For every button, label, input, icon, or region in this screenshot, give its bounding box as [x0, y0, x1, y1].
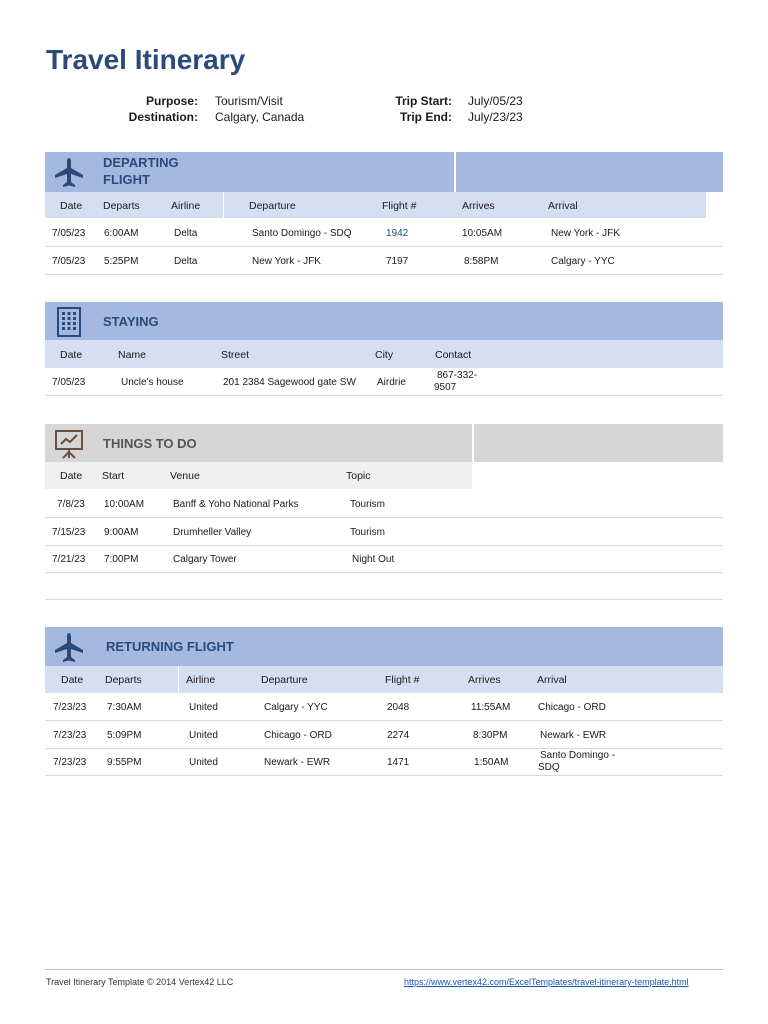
col-departs: Departs: [105, 674, 142, 686]
cell-date: 7/21/23: [52, 554, 86, 565]
cell-date: 7/23/23: [53, 757, 87, 768]
table-row: [45, 247, 723, 275]
col-contact: Contact: [435, 349, 472, 361]
table-row: [45, 490, 723, 518]
footer-copyright: Travel Itinerary Template © 2014 Vertex42 LLC: [46, 977, 234, 987]
table-row: [45, 693, 723, 721]
cell-venue: Banff & Yoho National Parks: [173, 499, 299, 510]
trip-end-value: July/23/23: [468, 110, 523, 124]
col-date: Date: [61, 674, 84, 686]
table-row: [45, 545, 723, 573]
trip-start-label: Trip Start:: [395, 94, 452, 108]
cell-arrival: Calgary - YYC: [551, 256, 615, 267]
todo-header: [45, 424, 472, 462]
building-icon: [53, 306, 85, 338]
airplane-icon: [53, 631, 85, 663]
col-city: City: [375, 349, 394, 361]
col-date: Date: [60, 349, 83, 361]
cell-date: 7/05/23: [52, 256, 86, 267]
cell-start: 7:00PM: [104, 554, 139, 565]
page-title: Travel Itinerary: [46, 44, 246, 75]
returning-header: [45, 627, 723, 666]
col-flight-number: Flight #: [382, 200, 417, 212]
cell-arrives: 8:30PM: [473, 730, 508, 741]
col-flight-number: Flight #: [385, 674, 420, 686]
cell-airline: United: [189, 730, 218, 741]
col-topic: Topic: [346, 470, 371, 482]
cell-topic: Tourism: [350, 527, 386, 538]
cell-street: 201 2384 Sagewood gate SW: [223, 377, 356, 388]
cell-flight-number: 2274: [387, 730, 410, 741]
col-name: Name: [118, 349, 147, 361]
cell-venue: Calgary Tower: [173, 554, 237, 565]
todo-column-headers: [45, 462, 472, 489]
table-row: [45, 721, 723, 749]
staying-section: [45, 302, 723, 396]
returning-column-headers: [45, 666, 723, 693]
cell-arrival-line2: SDQ: [538, 762, 560, 773]
returning-title: RETURNING FLIGHT: [106, 639, 234, 654]
table-row-empty: [45, 572, 723, 600]
cell-arrival: New York - JFK: [551, 228, 620, 239]
col-airline: Airline: [186, 674, 216, 686]
returning-flight-section: [45, 627, 723, 777]
cell-airline: United: [189, 757, 218, 768]
cell-arrival: Newark - EWR: [540, 730, 607, 741]
cell-date: 7/23/23: [53, 730, 87, 741]
col-arrives: Arrives: [468, 674, 501, 686]
departing-title-line2: FLIGHT: [103, 172, 150, 187]
cell-start: 10:00AM: [104, 499, 145, 510]
table-row: [45, 368, 723, 396]
staying-column-headers: [45, 340, 723, 368]
col-departure: Departure: [249, 200, 296, 212]
trip-start-value: July/05/23: [468, 94, 523, 108]
col-arrival: Arrival: [548, 200, 578, 212]
cell-flight-number: 1471: [387, 757, 410, 768]
cell-start: 9:00AM: [104, 527, 139, 538]
cell-departs: 6:00AM: [104, 228, 139, 239]
cell-date: 7/05/23: [52, 228, 86, 239]
col-arrives: Arrives: [462, 200, 495, 212]
staying-title: STAYING: [103, 314, 159, 329]
destination-label: Destination:: [128, 110, 198, 124]
cell-flight-number: 7197: [386, 256, 409, 267]
footer-divider: [45, 969, 723, 970]
col-arrival: Arrival: [537, 674, 567, 686]
cell-venue: Drumheller Valley: [173, 527, 252, 538]
column-divider: [178, 666, 179, 693]
airplane-icon: [53, 156, 85, 188]
cell-arrival: Chicago - ORD: [538, 702, 606, 713]
table-row: [45, 748, 723, 776]
cell-departs: 5:25PM: [104, 256, 139, 267]
things-to-do-section: [45, 424, 723, 600]
cell-date: 7/05/23: [52, 377, 86, 388]
todo-title: THINGS TO DO: [103, 436, 197, 451]
cell-city: Airdrie: [377, 377, 406, 388]
cell-airline: Delta: [174, 228, 198, 239]
column-divider: [223, 192, 224, 218]
cell-departs: 7:30AM: [107, 702, 142, 713]
cell-departure: Calgary - YYC: [264, 702, 328, 713]
table-row: [45, 518, 723, 546]
trip-end-label: Trip End:: [400, 110, 452, 124]
col-start: Start: [102, 470, 125, 482]
cell-departure: Chicago - ORD: [264, 730, 332, 741]
col-date: Date: [60, 470, 83, 482]
presentation-board-icon: [53, 428, 85, 460]
col-date: Date: [60, 200, 83, 212]
col-departure: Departure: [261, 674, 308, 686]
todo-header-ext: [474, 424, 723, 462]
cell-departure: New York - JFK: [252, 256, 321, 267]
cell-arrives: 1:50AM: [474, 757, 509, 768]
cell-topic: Tourism: [350, 499, 386, 510]
cell-contact-line1: 867-332-: [437, 370, 478, 381]
cell-departs: 9:55PM: [107, 757, 142, 768]
cell-arrives: 10:05AM: [462, 228, 503, 239]
cell-arrives: 8:58PM: [464, 256, 499, 267]
departing-flight-section: [45, 152, 723, 274]
cell-date: 7/23/23: [53, 702, 87, 713]
departing-title-line1: DEPARTING: [103, 155, 179, 170]
cell-arrives: 11:55AM: [471, 702, 511, 713]
departing-header: [45, 152, 454, 192]
cell-airline: Delta: [174, 256, 198, 267]
cell-flight-number: 1942: [386, 228, 409, 239]
table-row: [45, 219, 723, 247]
cell-arrival-line1: Santo Domingo -: [540, 750, 616, 761]
cell-departure: Santo Domingo - SDQ: [252, 228, 352, 239]
purpose-label: Purpose:: [145, 94, 198, 108]
cell-date: 7/8/23: [57, 499, 85, 510]
col-departs: Departs: [103, 200, 140, 212]
purpose-value: Tourism/Visit: [215, 94, 283, 108]
cell-airline: United: [189, 702, 218, 713]
col-street: Street: [221, 349, 250, 361]
cell-contact-line2: 9507: [434, 382, 457, 393]
col-venue: Venue: [170, 470, 200, 482]
staying-header: [45, 302, 723, 340]
cell-name: Uncle's house: [121, 377, 184, 388]
cell-flight-number: 2048: [387, 702, 410, 713]
cell-topic: Night Out: [352, 554, 395, 565]
cell-departure: Newark - EWR: [264, 757, 331, 768]
destination-value: Calgary, Canada: [215, 110, 305, 124]
departing-column-headers: [45, 192, 706, 218]
cell-date: 7/15/23: [52, 527, 86, 538]
departing-header-ext: [456, 152, 723, 192]
cell-departs: 5:09PM: [107, 730, 142, 741]
footer-link[interactable]: https://www.vertex42.com/ExcelTemplates/travel-itinerary-template.html: [404, 977, 689, 987]
col-airline: Airline: [171, 200, 201, 212]
